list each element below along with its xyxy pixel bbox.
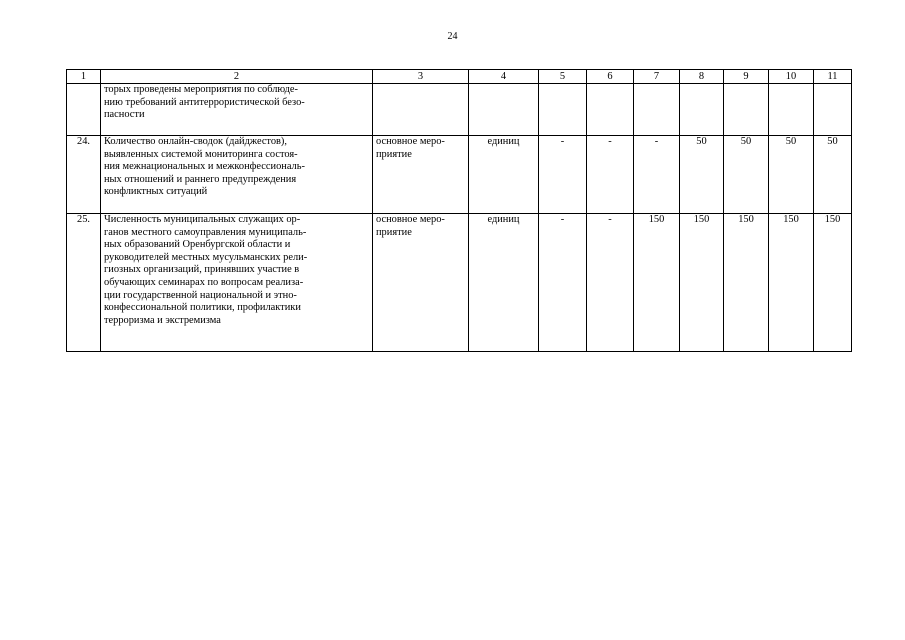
row-value: 50	[814, 136, 852, 214]
row-type: основное меро- приятие	[373, 214, 469, 352]
row-number: 25.	[67, 214, 101, 352]
row-value: -	[587, 214, 634, 352]
column-header: 10	[769, 70, 814, 84]
row-value	[814, 84, 852, 136]
row-value: -	[539, 136, 587, 214]
column-header: 8	[680, 70, 724, 84]
column-header: 5	[539, 70, 587, 84]
row-unit: единиц	[469, 136, 539, 214]
row-unit: единиц	[469, 214, 539, 352]
column-header: 7	[634, 70, 680, 84]
table-row	[67, 84, 852, 136]
row-value: 150	[814, 214, 852, 352]
table-row	[67, 136, 852, 214]
row-description: торых проведены мероприятия по соблюде- нию требований антитеррористической безо- пасности	[101, 84, 373, 136]
row-type	[373, 84, 469, 136]
page-number: 24	[447, 31, 458, 42]
row-value: -	[634, 136, 680, 214]
column-header: 11	[814, 70, 852, 84]
column-header: 4	[469, 70, 539, 84]
column-header: 9	[724, 70, 769, 84]
row-value: 150	[634, 214, 680, 352]
row-value: -	[587, 136, 634, 214]
row-value: 150	[724, 214, 769, 352]
row-number	[67, 84, 101, 136]
row-value: 50	[680, 136, 724, 214]
row-value	[587, 84, 634, 136]
row-type: основное меро- приятие	[373, 136, 469, 214]
column-header: 6	[587, 70, 634, 84]
row-value: 50	[724, 136, 769, 214]
indicator-table	[66, 69, 852, 352]
table-row	[67, 214, 852, 352]
column-header: 1	[67, 70, 101, 84]
row-number: 24.	[67, 136, 101, 214]
row-value: 50	[769, 136, 814, 214]
row-description: Численность муниципальных служащих ор- ганов местного самоуправления муниципаль- ных образований Оренбургской области и руководителей местных мусульманских рели- гиозных организаций, принявших участие в обучающих семинарах по вопросам реализа- ции государственной национальной и этно- конфессиональной политики, профилактики терроризма и экстремизма	[101, 214, 373, 352]
row-value	[680, 84, 724, 136]
column-header: 3	[373, 70, 469, 84]
row-value	[634, 84, 680, 136]
row-description: Количество онлайн-сводок (дайджестов), выявленных системой мониторинга состоя- ния межнациональных и межконфессиональ- ных отношений и раннего предупреждения конфликтных ситуаций	[101, 136, 373, 214]
row-value	[769, 84, 814, 136]
row-value: 150	[769, 214, 814, 352]
row-unit	[469, 84, 539, 136]
column-header: 2	[101, 70, 373, 84]
row-value: -	[539, 214, 587, 352]
row-value: 150	[680, 214, 724, 352]
row-value	[724, 84, 769, 136]
table-header-row	[67, 70, 852, 84]
row-value	[539, 84, 587, 136]
